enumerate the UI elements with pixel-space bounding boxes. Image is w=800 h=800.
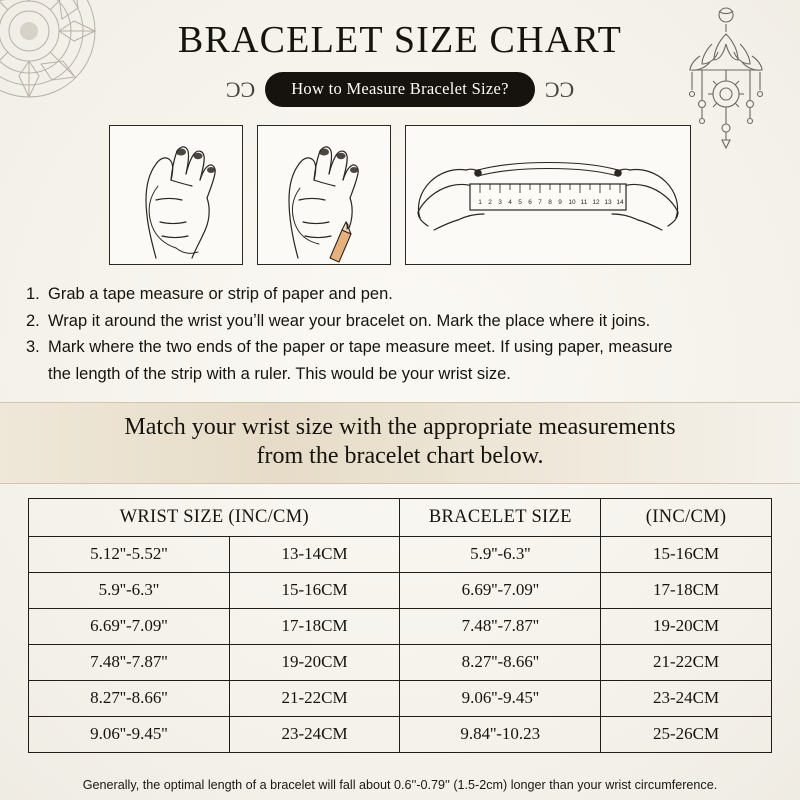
svg-text:3: 3 — [498, 199, 502, 206]
instruction-item — [26, 281, 778, 308]
svg-text:9: 9 — [558, 199, 562, 206]
cell-bracelet-cm: 17-18CM — [601, 573, 772, 609]
header-wrist-size: WRIST SIZE (INC/CM) — [29, 499, 400, 537]
header-bracelet-size: BRACELET SIZE — [400, 499, 601, 537]
size-table-wrapper — [28, 498, 772, 753]
panel-hand-with-tape-measure — [109, 125, 243, 265]
cell-bracelet-inches: 9.84''-10.23 — [400, 717, 601, 753]
header-bracelet-units: (INC/CM) — [601, 499, 772, 537]
cell-wrist-inches: 8.27''-8.66'' — [29, 681, 230, 717]
svg-text:1: 1 — [478, 199, 482, 206]
cell-bracelet-inches: 6.69''-7.09'' — [400, 573, 601, 609]
instruction-number: 2. — [26, 311, 40, 330]
svg-text:2: 2 — [488, 199, 492, 206]
instruction-text: Grab a tape measure or strip of paper and pen. — [48, 285, 393, 303]
match-headline — [0, 402, 800, 485]
svg-text:13: 13 — [604, 199, 612, 206]
instructions-list — [26, 281, 778, 388]
panel-ruler-measuring-strip — [405, 125, 691, 265]
table-row — [29, 717, 772, 753]
illustration-panels — [0, 125, 800, 265]
table-row — [29, 645, 772, 681]
svg-text:8: 8 — [548, 199, 552, 206]
cell-wrist-cm: 23-24CM — [229, 717, 400, 753]
instruction-text: Wrap it around the wrist youʼll wear your bracelet on. Mark the place where it joins. — [48, 311, 651, 330]
svg-text:14: 14 — [616, 199, 624, 206]
instruction-item — [26, 308, 778, 335]
cell-wrist-inches: 6.69''-7.09'' — [29, 609, 230, 645]
instruction-item — [26, 334, 778, 361]
cell-bracelet-cm: 15-16CM — [601, 537, 772, 573]
svg-text:5: 5 — [518, 199, 522, 206]
svg-text:4: 4 — [508, 199, 512, 206]
table-row — [29, 681, 772, 717]
subtitle-pill: How to Measure Bracelet Size? — [265, 72, 535, 107]
cell-bracelet-cm: 23-24CM — [601, 681, 772, 717]
flourish-left-icon: ƆƆ — [225, 76, 256, 102]
cell-bracelet-cm: 21-22CM — [601, 645, 772, 681]
instruction-number: 1. — [26, 285, 40, 303]
svg-text:12: 12 — [592, 199, 600, 206]
cell-wrist-cm: 15-16CM — [229, 573, 400, 609]
cell-bracelet-inches: 7.48''-7.87'' — [400, 609, 601, 645]
cell-bracelet-inches: 5.9''-6.3'' — [400, 537, 601, 573]
svg-text:7: 7 — [538, 199, 542, 206]
table-row — [29, 573, 772, 609]
match-headline-line2: from the bracelet chart below. — [256, 443, 544, 470]
cell-wrist-cm: 21-22CM — [229, 681, 400, 717]
cell-bracelet-inches: 9.06''-9.45'' — [400, 681, 601, 717]
cell-wrist-inches: 7.48''-7.87'' — [29, 645, 230, 681]
table-row — [29, 609, 772, 645]
svg-text:11: 11 — [580, 199, 588, 206]
cell-bracelet-inches: 8.27''-8.66'' — [400, 645, 601, 681]
cell-bracelet-cm: 19-20CM — [601, 609, 772, 645]
panel-hand-with-paper-strip — [257, 125, 391, 265]
cell-wrist-cm: 13-14CM — [229, 537, 400, 573]
svg-text:10: 10 — [568, 199, 576, 206]
footnote: Generally, the optimal length of a bracelet will fall about 0.6''-0.79'' (1.5-2cm) longer than your wrist circumference. — [82, 778, 718, 792]
match-headline-line1: Match your wrist size with the appropriate measurements — [124, 413, 676, 440]
size-table — [28, 498, 772, 753]
instruction-number: 3. — [26, 338, 40, 357]
table-row — [29, 537, 772, 573]
mandala-icon — [0, 0, 104, 106]
cell-wrist-inches: 9.06''-9.45'' — [29, 717, 230, 753]
cell-wrist-inches: 5.12''-5.52'' — [29, 537, 230, 573]
page-title: BRACELET SIZE CHART — [177, 19, 623, 61]
cell-bracelet-cm: 25-26CM — [601, 717, 772, 753]
svg-text:6: 6 — [528, 199, 532, 206]
cell-wrist-cm: 19-20CM — [229, 645, 400, 681]
flourish-right-icon: ƆƆ — [544, 76, 575, 102]
table-header-row — [29, 499, 772, 537]
cell-wrist-cm: 17-18CM — [229, 609, 400, 645]
cell-wrist-inches: 5.9''-6.3'' — [29, 573, 230, 609]
instruction-text-continued: the length of the strip with a ruler. This would be your wrist size. — [48, 365, 511, 384]
instruction-text: Mark where the two ends of the paper or tape measure meet. If using paper, measure — [48, 338, 673, 357]
